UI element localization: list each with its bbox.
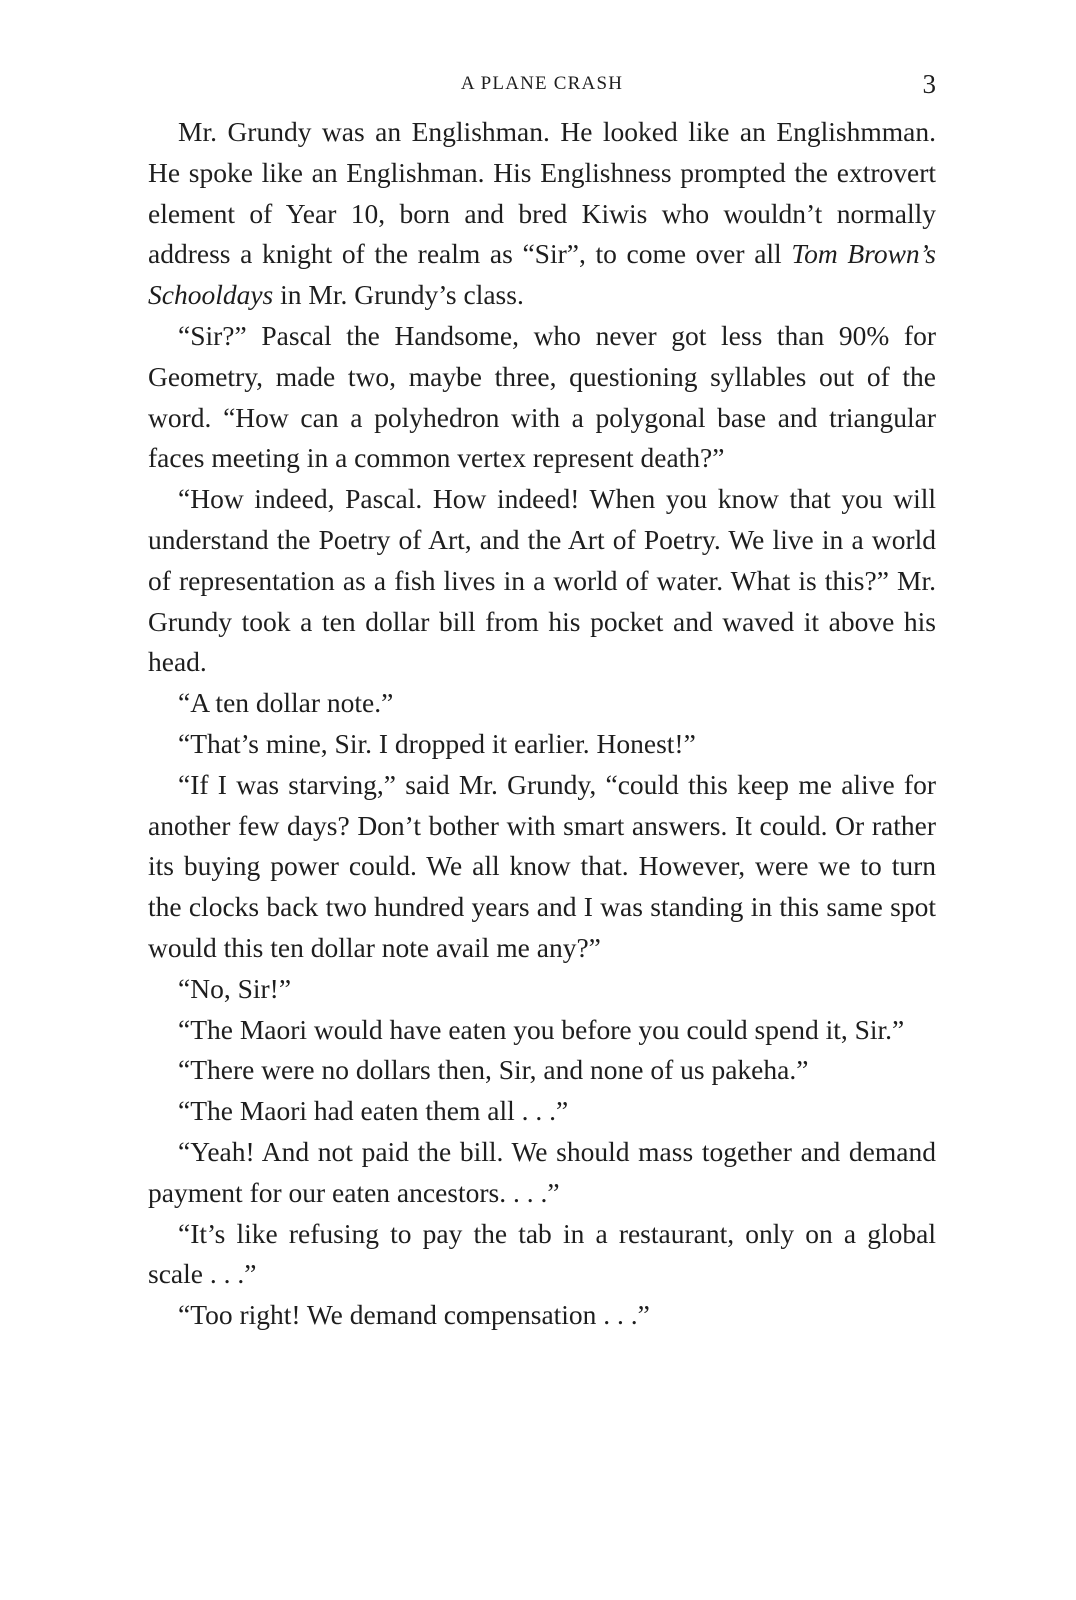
paragraph: “No, Sir!”	[178, 972, 292, 1004]
paragraph-text: Mr. Grundy was an Englishman. He looked like an Englishmman. He spoke like an Englishman. His Englishness prompted the extrovert element of Year 10, born and bred Kiwis who wouldn’t normally address a knight of the realm as “Sir”, to come over all	[148, 116, 936, 270]
paragraph: “There were no dollars then, Sir, and none of us pakeha.”	[178, 1054, 809, 1086]
paragraph	[148, 112, 936, 316]
book-title-italic: Tom Brown’s Schooldays	[148, 238, 936, 311]
paragraph: “How indeed, Pascal. How indeed! When you know that you will understand the Poetry of Art, and the Art of Poetry. We live in a world of representation as a fish lives in a world of water. What is this?” Mr. Grundy took a ten dollar bill from his pocket and waved it above his head.	[148, 483, 936, 678]
body-text	[148, 112, 936, 1336]
paragraph: “Sir?” Pascal the Handsome, who never got less than 90% for Geometry, made two, maybe three, questioning syllables out of the word. “How can a polyhedron with a polygonal base and triangular faces meeting in a common vertex represent death?”	[148, 319, 936, 474]
chapter-title: A PLANE CRASH	[460, 73, 624, 94]
paragraph: “Yeah! And not paid the bill. We should mass together and demand payment for our eaten ancestors. . . .”	[148, 1135, 936, 1208]
running-head	[148, 66, 936, 102]
paragraph: “A ten dollar note.”	[178, 687, 394, 719]
paragraph: “It’s like refusing to pay the tab in a restaurant, only on a global scale . . .”	[148, 1217, 936, 1290]
page-number: 3	[922, 69, 936, 99]
paragraph: “The Maori had eaten them all . . .”	[178, 1095, 569, 1127]
paragraph-text: in Mr. Grundy’s class.	[273, 279, 524, 311]
paragraph: “That’s mine, Sir. I dropped it earlier. Honest!”	[178, 727, 696, 759]
paragraph: “The Maori would have eaten you before you could spend it, Sir.”	[178, 1013, 905, 1045]
paragraph: “Too right! We demand compensation . . .”	[178, 1299, 650, 1331]
paragraph: “If I was starving,” said Mr. Grundy, “could this keep me alive for another few days? Don’t bother with smart answers. It could. Or rather its buying power could. We all know that. However, were we to turn the clocks back two hundred years and I was standing in this same spot would this ten dollar note avail me any?”	[148, 768, 936, 963]
